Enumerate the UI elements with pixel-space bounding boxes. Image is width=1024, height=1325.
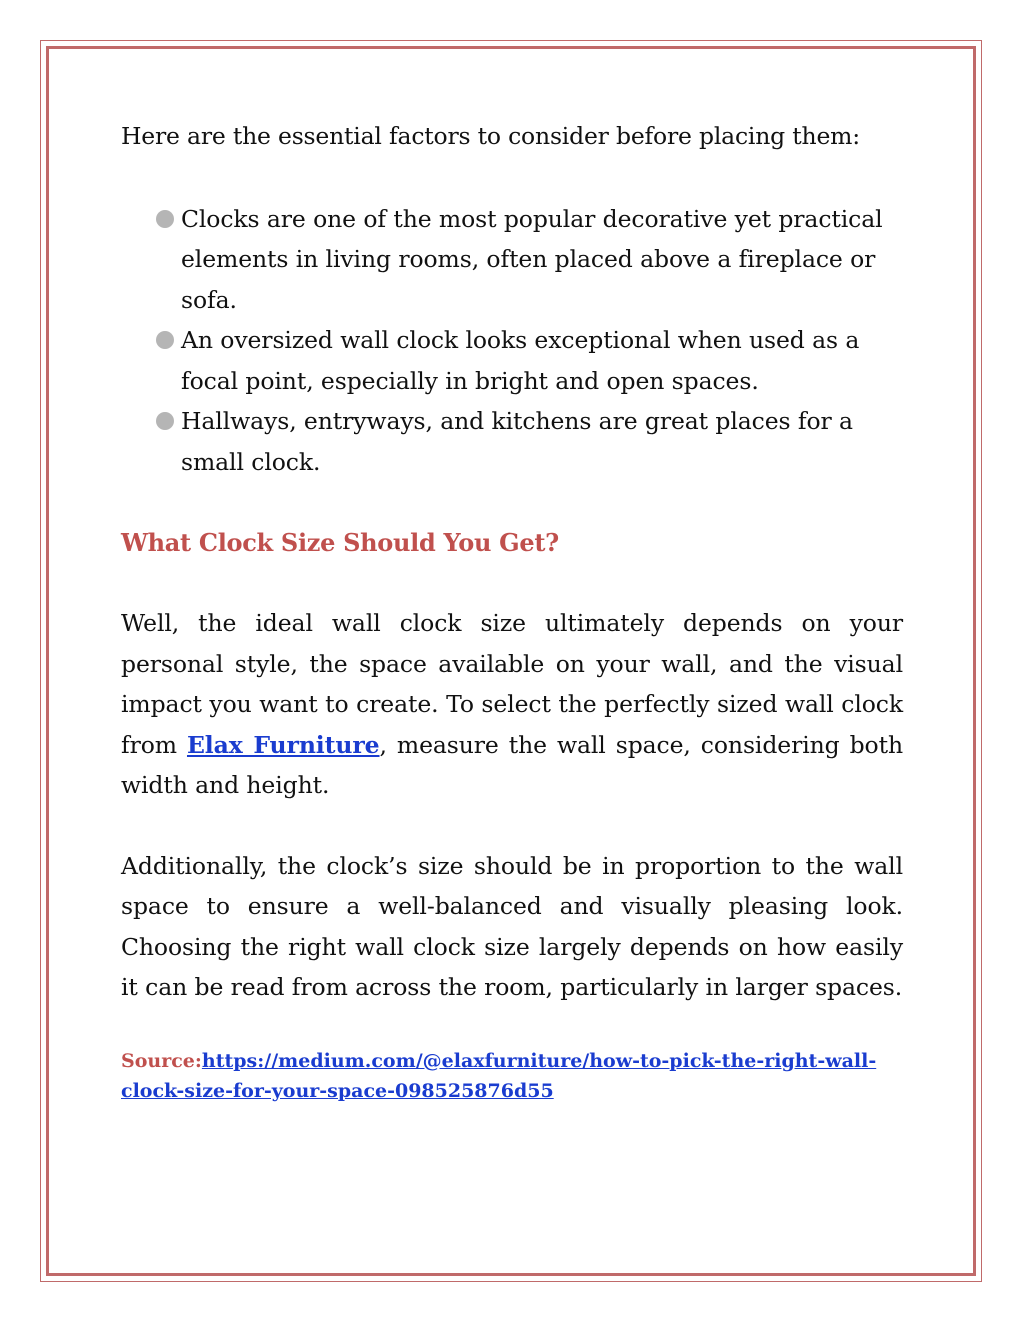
source-label: Source: [121, 1049, 202, 1072]
paragraph-clock-size [121, 603, 903, 806]
list-item-text: An oversized wall clock looks exceptional when used as a focal point, especially in bright and open spaces. [181, 326, 860, 395]
elax-furniture-link[interactable]: Elax Furniture [186, 730, 380, 759]
source-url-link[interactable]: https://medium.com/@elaxfurniture/how-to-pick-the-right-wall-clock-size-for-your-space-098525876d55 [121, 1049, 877, 1102]
section-heading: What Clock Size Should You Get? [121, 528, 559, 557]
list-item-text: Clocks are one of the most popular decorative yet practical elements in living rooms, often placed above a fireplace or sofa. [181, 204, 883, 314]
factor-list [121, 199, 903, 483]
list-item-text: Hallways, entryways, and kitchens are great places for a small clock. [181, 407, 853, 476]
paragraph-proportion: Additionally, the clock’s size should be in proportion to the wall space to ensure a well-balanced and visually pleasing look. Choosing the right wall clock size largely depends on how easily it can be read from across the room, particularly in larger spaces. [121, 851, 903, 1001]
list-item [181, 320, 903, 401]
document-body [121, 116, 903, 1106]
list-item [181, 199, 903, 321]
bullet-dot-icon [156, 331, 174, 349]
paragraph-text-before-link: Well, the ideal wall clock size ultimately depends on your personal style, the space available on your wall, and the visual impact you want to create. To select the perfectly sized wall clock from [121, 609, 903, 759]
list-item [181, 401, 903, 482]
source-line [121, 1046, 881, 1106]
bullet-dot-icon [156, 210, 174, 228]
bullet-dot-icon [156, 412, 174, 430]
intro-text: Here are the essential factors to consider before placing them: [121, 122, 860, 150]
paragraph-text-after-link: , measure the wall space, considering both width and height. [121, 730, 903, 799]
